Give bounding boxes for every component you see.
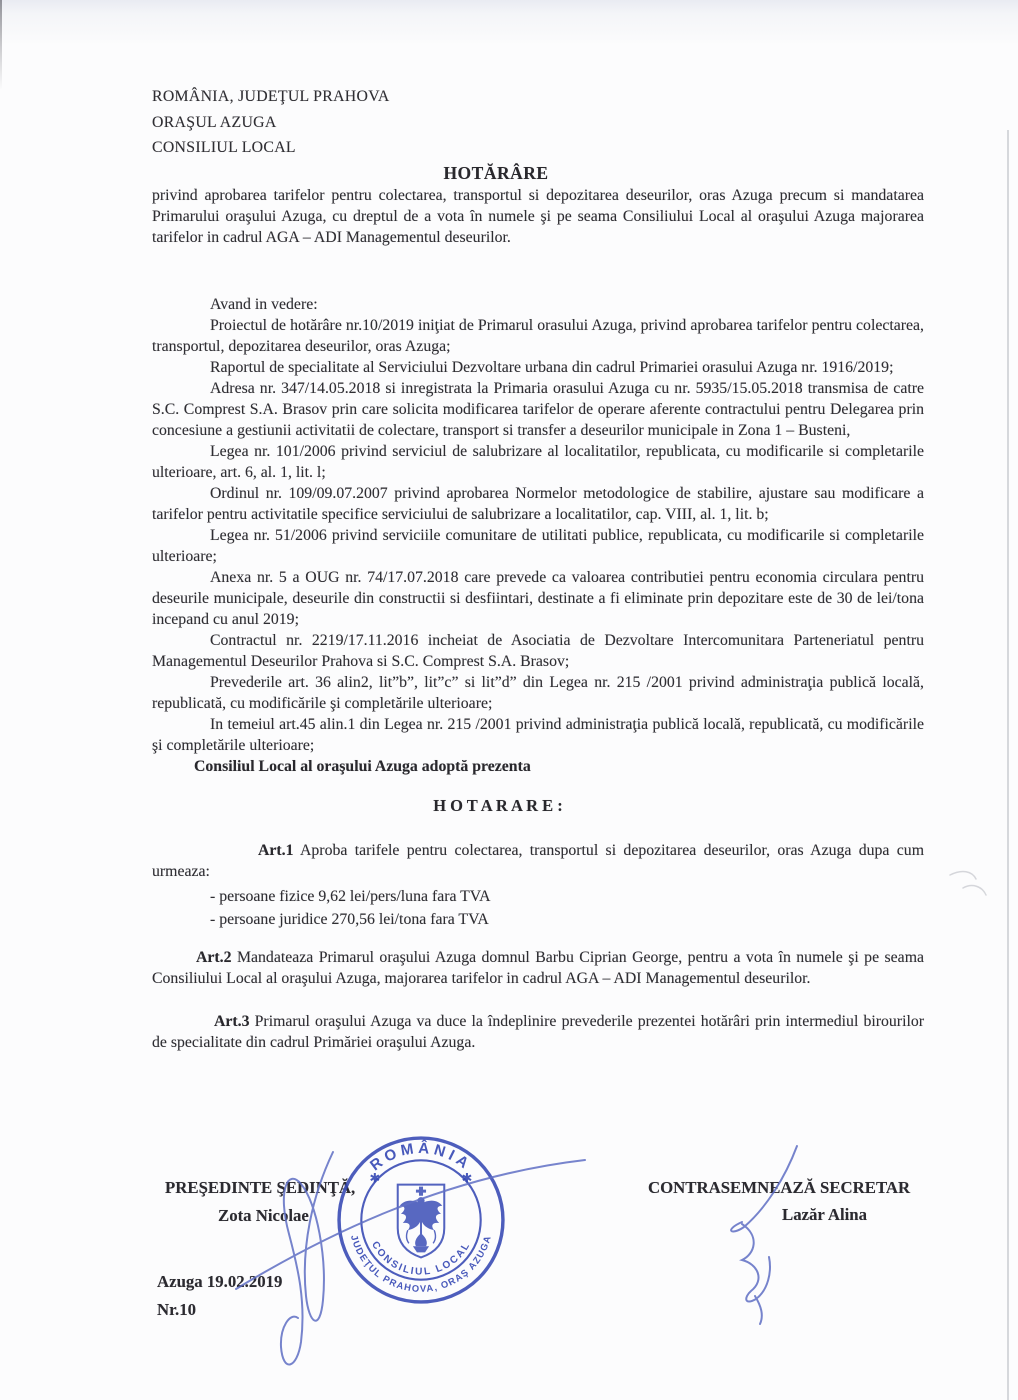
- coat-of-arms: [398, 1185, 445, 1258]
- stamp-county-town-text: JUDEŢUL PRAHOVA, ORAŞ AZUGA: [348, 1233, 494, 1294]
- article-3-text: Primarul oraşului Azuga va duce la îndeplinire prevederile prezentei hotărâri prin intermediul birourilor de specialitate din cadrul Primăriei oraşului Azuga.: [152, 1012, 924, 1051]
- article-2-label: Art.2: [196, 948, 232, 966]
- article-2: [152, 947, 924, 989]
- article-1: [152, 840, 924, 882]
- tariff-item-individuals: - persoane fizice 9,62 lei/pers/luna fara TVA: [210, 887, 491, 905]
- secretary-title: CONTRASEMNEAZĂ SECRETAR: [648, 1178, 911, 1197]
- article-2-text: Mandateaza Primarul oraşului Azuga domnul Barbu Ciprian George, pentru a vota în numele şi pe seama Consiliului Local al oraşului Azuga, majorarea tarifelor in cadrul AGA – ADI Managementul deseurilor.: [152, 948, 924, 987]
- scan-right-edge-line: [1007, 130, 1009, 1400]
- preamble-item: Ordinul nr. 109/09.07.2007 privind aprobarea Normelor metodologice de stabilire, ajustare sau modificare a tarifelor pentru activitatile specifice serviciului de salubrizare a localitatilor, cap. VIII, al. 1, lit. b;: [152, 484, 924, 523]
- stamp-star-left-icon: ✱: [369, 1170, 381, 1186]
- tariff-list: [210, 885, 924, 931]
- scan-top-shadow: [0, 0, 1018, 46]
- official-round-stamp: [335, 1134, 507, 1306]
- document-title: HOTĂRÂRE: [443, 162, 549, 183]
- preamble-item: Prevederile art. 36 alin2, lit”b”, lit”c” si lit”d” din Legea nr. 215 /2001 privind administraţia publică locală, republicată, cu modificările şi completările ulterioare;: [152, 673, 924, 712]
- decision-heading: H O T A R A R E :: [433, 795, 563, 815]
- place-and-date: Azuga 19.02.2019: [157, 1272, 283, 1291]
- preamble-item: Contractul nr. 2219/17.11.2016 incheiat de Asociatia de Dezvoltare Intercomunitara Parteneriatul pentru Managementul Deseurilor Prahova si S.C. Comprest S.A. Brasov;: [152, 631, 924, 670]
- preamble-item: Adresa nr. 347/14.05.2018 si inregistrata la Primaria orasului Azuga cu nr. 5935/15.05.2018 transmisa de catre S.C. Comprest S.A. Brasov prin care solicita modificarea tarifelor de operare aferente contractului pentru Delegarea prin concesiune a gestiunii activitatii de colectare, transport si transfer a deseurilor municipale in Zona 1 – Busteni,: [152, 379, 924, 439]
- article-1-text: Aproba tarifele pentru colectarea, transportul si depozitarea deseurilor, oras Azuga dupa cum urmeaza:: [152, 841, 924, 880]
- preamble-item: Raportul de specialitate al Serviciului Dezvoltare urbana din cadrul Primariei orasului Azuga nr. 1916/2019;: [210, 358, 894, 376]
- stamp-country-text: ROMÂNIA: [367, 1139, 475, 1175]
- scan-artifact-mark: [963, 886, 986, 895]
- letterhead: [152, 84, 924, 161]
- stamp-star-right-icon: ✱: [461, 1170, 473, 1186]
- document-number: Nr.10: [157, 1300, 197, 1319]
- preamble-item: Legea nr. 101/2006 privind serviciul de salubrizare al localitatilor, republicata, cu modificarile si completarile ulterioare, art. 6, al. 1, lit. l;: [152, 442, 924, 481]
- coat-of-arms-eagle: [400, 1187, 442, 1253]
- preamble-intro: Avand in vedere:: [210, 295, 318, 313]
- preamble-item: Legea nr. 51/2006 privind serviciile comunitare de utilitati publice, republicata, cu modificarile si completarile ulterioare;: [152, 526, 924, 565]
- president-title: PREŞEDINTE ŞEDINŢĂ,: [165, 1178, 356, 1197]
- preamble-item: Anexa nr. 5 a OUG nr. 74/17.07.2018 care prevede ca valoarea contributiei pentru economia circulara pentru deseurile municipale, deseurile din constructii si desfiintari, destinate a fi eliminate prin depozitare este de 30 de lei/tona incepand cu anul 2019;: [152, 568, 924, 628]
- scan-left-edge-artifact: [0, 0, 2, 90]
- stamp-council-text: CONSILIUL LOCAL: [369, 1239, 473, 1278]
- scan-artifact-mark: [950, 872, 976, 879]
- secretary-signature: [755, 1296, 762, 1324]
- article-1-label: Art.1: [258, 841, 294, 859]
- adoption-line: Consiliul Local al oraşului Azuga adoptă prezenta: [194, 757, 531, 775]
- article-3-label: Art.3: [214, 1012, 250, 1030]
- letterhead-council: CONSILIUL LOCAL: [152, 139, 296, 156]
- article-3: [152, 1011, 924, 1053]
- president-name: Zota Nicolae: [218, 1206, 309, 1225]
- letterhead-country-county: ROMÂNIA, JUDEŢUL PRAHOVA: [152, 88, 390, 105]
- preamble-item: Proiectul de hotărâre nr.10/2019 iniţiat de Primarul orasului Azuga, privind aprobarea tarifelor pentru colectarea, transportul, depozitarea deseurilor, oras Azuga;: [152, 316, 924, 355]
- preamble-item: In temeiul art.45 alin.1 din Legea nr. 215 /2001 privind administraţia publică locală, republicată, cu modificările şi completările ulterioare;: [152, 715, 924, 754]
- document-body: [152, 84, 924, 1053]
- letterhead-town: ORAŞUL AZUGA: [152, 113, 277, 131]
- document-subtitle: privind aprobarea tarifelor pentru colectarea, transportul si depozitarea deseurilor, oras Azuga precum si mandatarea Primarului oraşului Azuga, cu dreptul de a vota în numele şi pe seama Consiliului Local al oraşului Azuga majorarea tarifelor in cadrul AGA – ADI Managementul deseurilor.: [152, 186, 924, 246]
- tariff-item-companies: - persoane juridice 270,56 lei/tona fara TVA: [210, 910, 489, 928]
- secretary-name: Lazăr Alina: [782, 1205, 868, 1224]
- secretary-signature: [742, 1224, 770, 1302]
